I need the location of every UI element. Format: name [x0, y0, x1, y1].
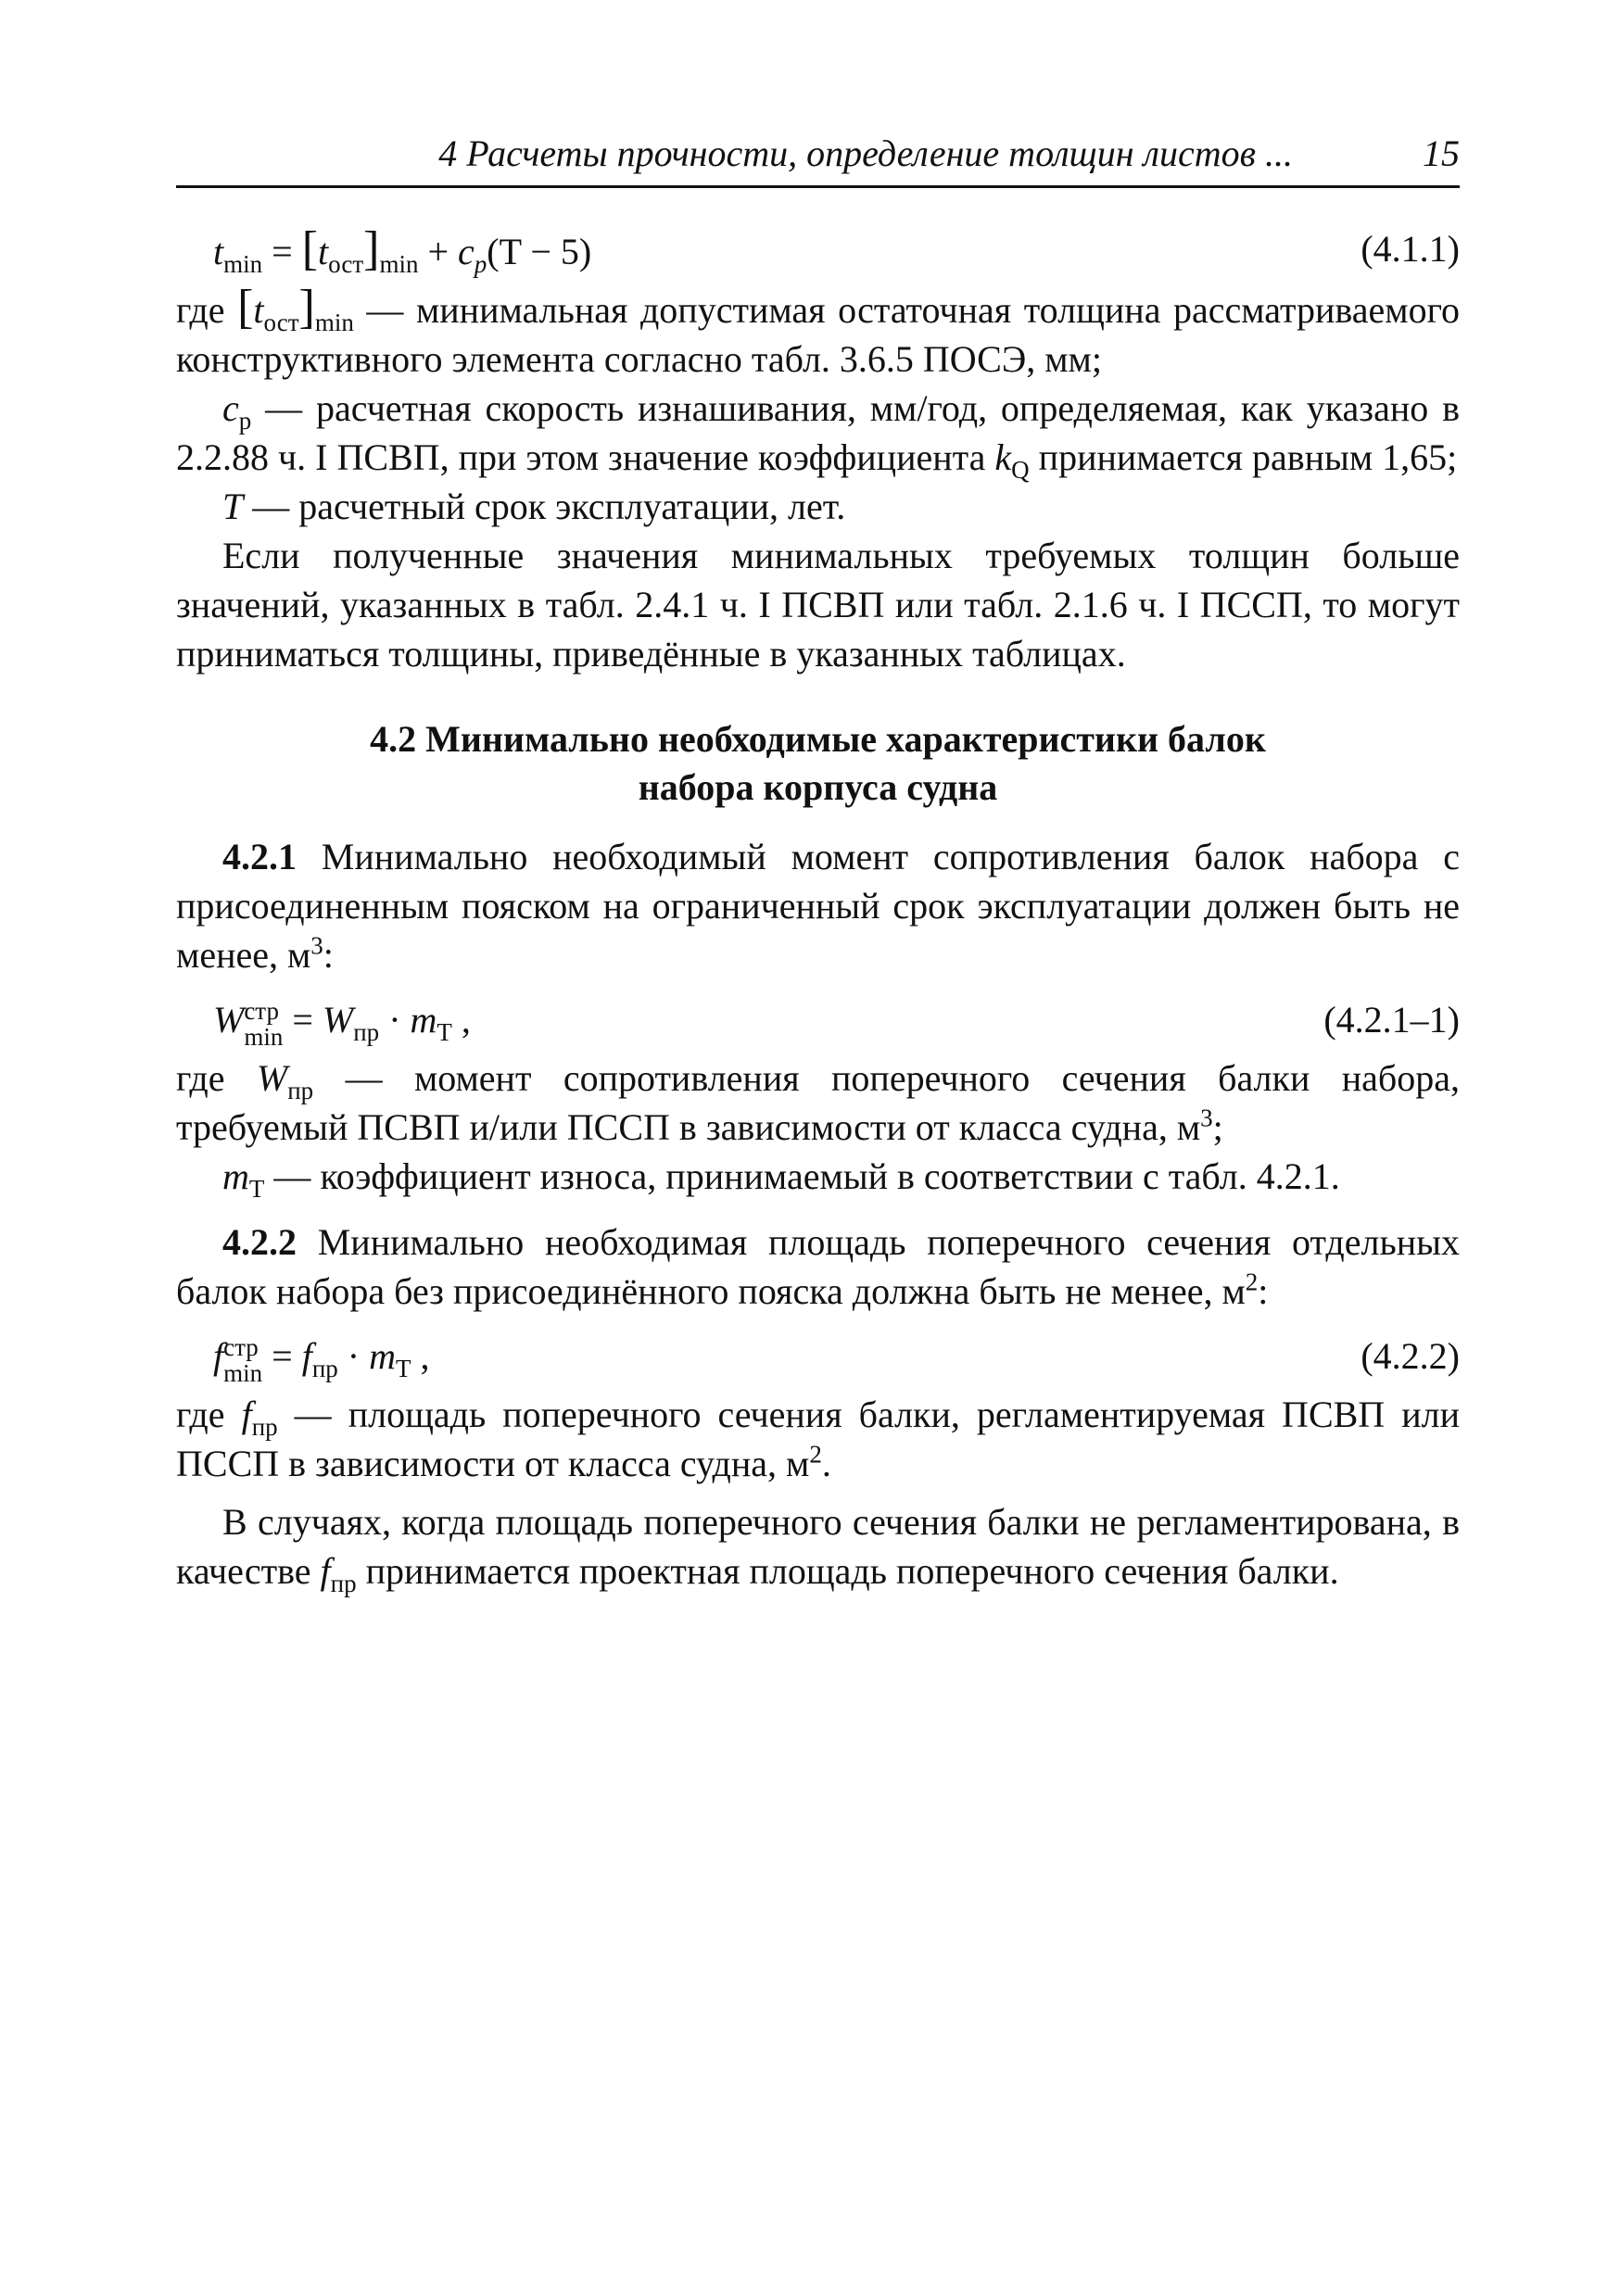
definition-t-ost: где $[t_{ост}]_{min}$ — минимальная допустимая остаточная толщина рассматриваемого конструктивного элемента согласно табл. 3.6.5 ПОСЭ, мм; [176, 281, 1460, 380]
paragraph-4-2-1: 4.2.1 Минимально необходимый момент сопротивления балок набора с присоединенным пояском на ограниченный срок эксплуатации должен быть не менее, $м^3$: [176, 836, 1460, 976]
formula-number: (4.1.1) [1361, 228, 1460, 270]
formula-4-2-2: f стр min = $f_{пр} \cdot m_Т$ , (4.2.2) [176, 1323, 1460, 1390]
definition-T: T — расчетный срок эксплуатации, лет. [222, 486, 846, 527]
definition-mT: $m_Т$ — коэффициент износа, принимаемый в соответствии с табл. 4.2.1. [222, 1155, 1340, 1203]
definition-cp: $c_p$ — расчетная скорость изнашивания, мм/год, определяемая, как указано в 2.2.88 ч. I ПСВП, при этом значение коэффициента $k_Q$ принимается равным 1,65; [176, 387, 1460, 484]
paragraph-if: Если полученные значения минимальных требуемых толщин больше значений, указанных в табл. 2.4.1 ч. I ПСВП или табл. 2.1.6 ч. I ПССП, то могут приниматься толщины, приведённые в указанных таблицах. [176, 535, 1460, 675]
definition-f-pr: где $f_{пр}$ — площадь поперечного сечения балки, регламентируемая ПСВП или ПССП в зависимости от класса судна, $м^2$. [176, 1394, 1460, 1484]
paragraph-final: В случаях, когда площадь поперечного сечения балки не регламентирована, в качестве $f_{пр}$ принимается проектная площадь поперечного сечения балки. [176, 1501, 1460, 1597]
document-page [176, 130, 1460, 1596]
formula-4-2-1-1: W стр min = $W_{пр} \cdot m_Т$ , (4.2.1–1) [176, 987, 1460, 1053]
formula-number: (4.2.2) [1361, 1335, 1460, 1377]
header-title: 4 Расчеты прочности, определение толщин листов ... [438, 132, 1293, 174]
formula-number: (4.2.1–1) [1323, 999, 1460, 1041]
formula-4-1-1: $t_{min} = [t_{ост}]_{min} + c_p(T - 5)$ (4.1.1) [176, 216, 1460, 283]
page-number: 15 [1423, 132, 1460, 174]
running-header [176, 130, 1460, 188]
section-heading: 4.2 Минимально необходимые характеристики балок набора корпуса судна [370, 718, 1266, 808]
definition-W-pr: где $W_{пр}$ — момент сопротивления поперечного сечения балки набора, требуемый ПСВП и/или ПССП в зависимости от класса судна, $м^3$; [176, 1057, 1460, 1148]
paragraph-4-2-2: 4.2.2 Минимально необходимая площадь поперечного сечения отдельных балок набора без присоединённого пояска должна быть не менее, $м^2$: [176, 1221, 1460, 1312]
